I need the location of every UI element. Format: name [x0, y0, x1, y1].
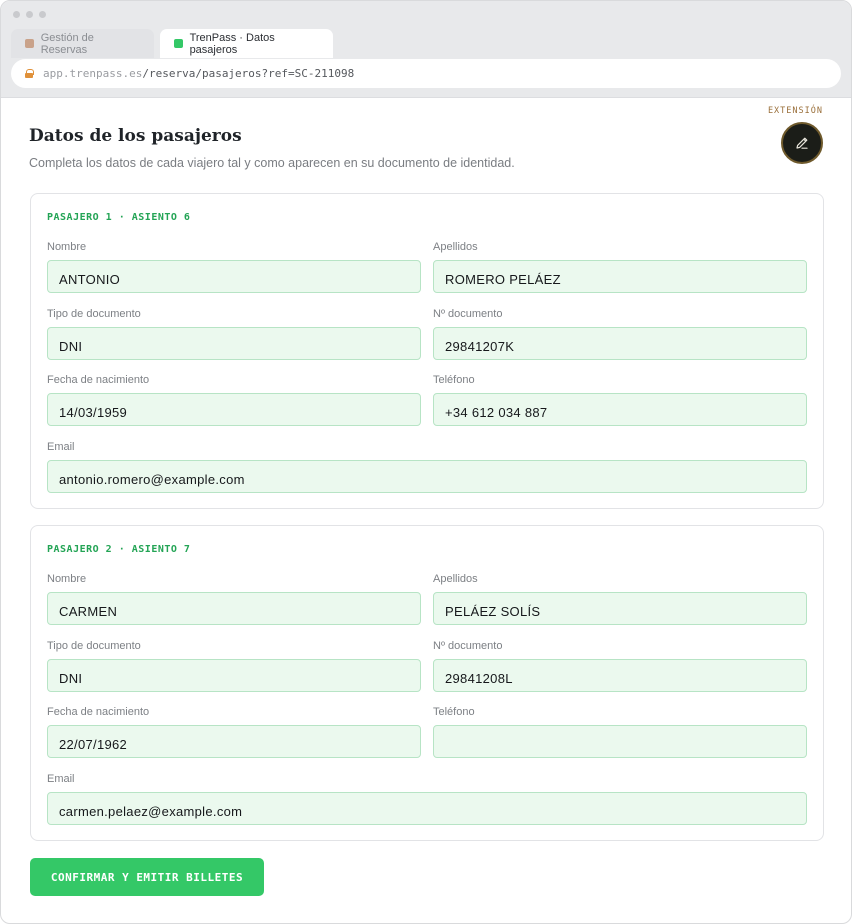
- fecha-nacimiento-input[interactable]: [47, 393, 421, 426]
- field-label: Teléfono: [433, 706, 475, 718]
- minimize-dot[interactable]: [26, 11, 33, 18]
- lock-icon: [25, 69, 33, 78]
- tab-bar: [11, 29, 333, 58]
- num-documento-input[interactable]: [433, 659, 807, 692]
- tipo-documento-field: [47, 307, 421, 360]
- close-dot[interactable]: [13, 11, 20, 18]
- email-input[interactable]: [47, 460, 807, 493]
- url-text[interactable]: app.trenpass.es/reserva/pasajeros?ref=SC-211098: [43, 67, 355, 80]
- field-label: Apellidos: [433, 573, 478, 585]
- nombre-input[interactable]: [47, 260, 421, 293]
- fecha-nacimiento-field: [47, 705, 421, 758]
- passenger-card-1: [30, 193, 824, 509]
- field-value: +34 612 034 887: [445, 405, 548, 420]
- tab-trenpass-datos[interactable]: [160, 29, 333, 58]
- field-value: ANTONIO: [59, 272, 121, 287]
- fecha-nacimiento-field: [47, 373, 421, 426]
- tab-gestion-reservas[interactable]: [11, 29, 154, 58]
- field-label: Fecha de nacimiento: [47, 706, 150, 718]
- field-label: Email: [47, 441, 75, 453]
- fecha-nacimiento-input[interactable]: [47, 725, 421, 758]
- nombre-input[interactable]: [47, 592, 421, 625]
- page-subtitle: Completa los datos de cada viajero tal y como aparecen en su documento de identidad.: [29, 156, 515, 170]
- field-value: antonio.romero@example.com: [59, 472, 245, 487]
- nombre-field: [47, 572, 421, 625]
- field-value: ROMERO PELÁEZ: [445, 272, 561, 287]
- email-field: [47, 440, 807, 493]
- extension-label: EXTENSIÓN: [767, 106, 823, 116]
- telefono-field: [433, 705, 807, 758]
- page-title: Datos de los pasajeros: [29, 126, 242, 146]
- field-value: DNI: [59, 339, 83, 354]
- num-documento-field: [433, 307, 807, 360]
- num-documento-field: [433, 639, 807, 692]
- field-value: carmen.pelaez@example.com: [59, 804, 243, 819]
- field-label: Apellidos: [433, 241, 478, 253]
- num-documento-input[interactable]: [433, 327, 807, 360]
- tipo-documento-input[interactable]: [47, 327, 421, 360]
- browser-chrome: [1, 1, 851, 98]
- field-value: 29841207K: [445, 339, 515, 354]
- apellidos-input[interactable]: [433, 260, 807, 293]
- tab-favicon-icon: [174, 39, 183, 48]
- email-input[interactable]: [47, 792, 807, 825]
- pencil-icon: [794, 135, 810, 151]
- field-value: PELÁEZ SOLÍS: [445, 604, 541, 619]
- field-label: Fecha de nacimiento: [47, 374, 150, 386]
- maximize-dot[interactable]: [39, 11, 46, 18]
- field-label: Nombre: [47, 241, 87, 253]
- field-label: Email: [47, 773, 75, 785]
- passenger-heading: PASAJERO 2 · ASIENTO 7: [47, 544, 191, 555]
- tipo-documento-input[interactable]: [47, 659, 421, 692]
- field-value: 14/03/1959: [59, 405, 128, 420]
- page-content: [1, 98, 851, 923]
- field-value: 29841208L: [445, 671, 513, 686]
- extension-button[interactable]: [781, 122, 823, 164]
- confirm-issue-tickets-button[interactable]: CONFIRMAR Y EMITIR BILLETES: [30, 858, 264, 896]
- field-value: CARMEN: [59, 604, 118, 619]
- field-label: Tipo de documento: [47, 640, 141, 652]
- address-bar[interactable]: [11, 59, 841, 88]
- telefono-input[interactable]: [433, 725, 807, 758]
- field-value: DNI: [59, 671, 83, 686]
- telefono-input[interactable]: [433, 393, 807, 426]
- field-value: 22/07/1962: [59, 737, 128, 752]
- tab-label: Gestión de Reservas: [40, 31, 94, 56]
- email-field: [47, 772, 807, 825]
- field-label: Nº documento: [433, 640, 503, 652]
- passenger-heading: PASAJERO 1 · ASIENTO 6: [47, 212, 191, 223]
- field-label: Tipo de documento: [47, 308, 141, 320]
- tab-label: TrenPass · Datos pasajeros: [189, 31, 275, 56]
- field-label: Teléfono: [433, 374, 475, 386]
- nombre-field: [47, 240, 421, 293]
- tipo-documento-field: [47, 639, 421, 692]
- tab-favicon-icon: [25, 39, 34, 48]
- telefono-field: [433, 373, 807, 426]
- field-label: Nº documento: [433, 308, 503, 320]
- passenger-card-2: [30, 525, 824, 841]
- apellidos-field: [433, 240, 807, 293]
- apellidos-field: [433, 572, 807, 625]
- window-controls: [13, 11, 46, 18]
- field-label: Nombre: [47, 573, 87, 585]
- apellidos-input[interactable]: [433, 592, 807, 625]
